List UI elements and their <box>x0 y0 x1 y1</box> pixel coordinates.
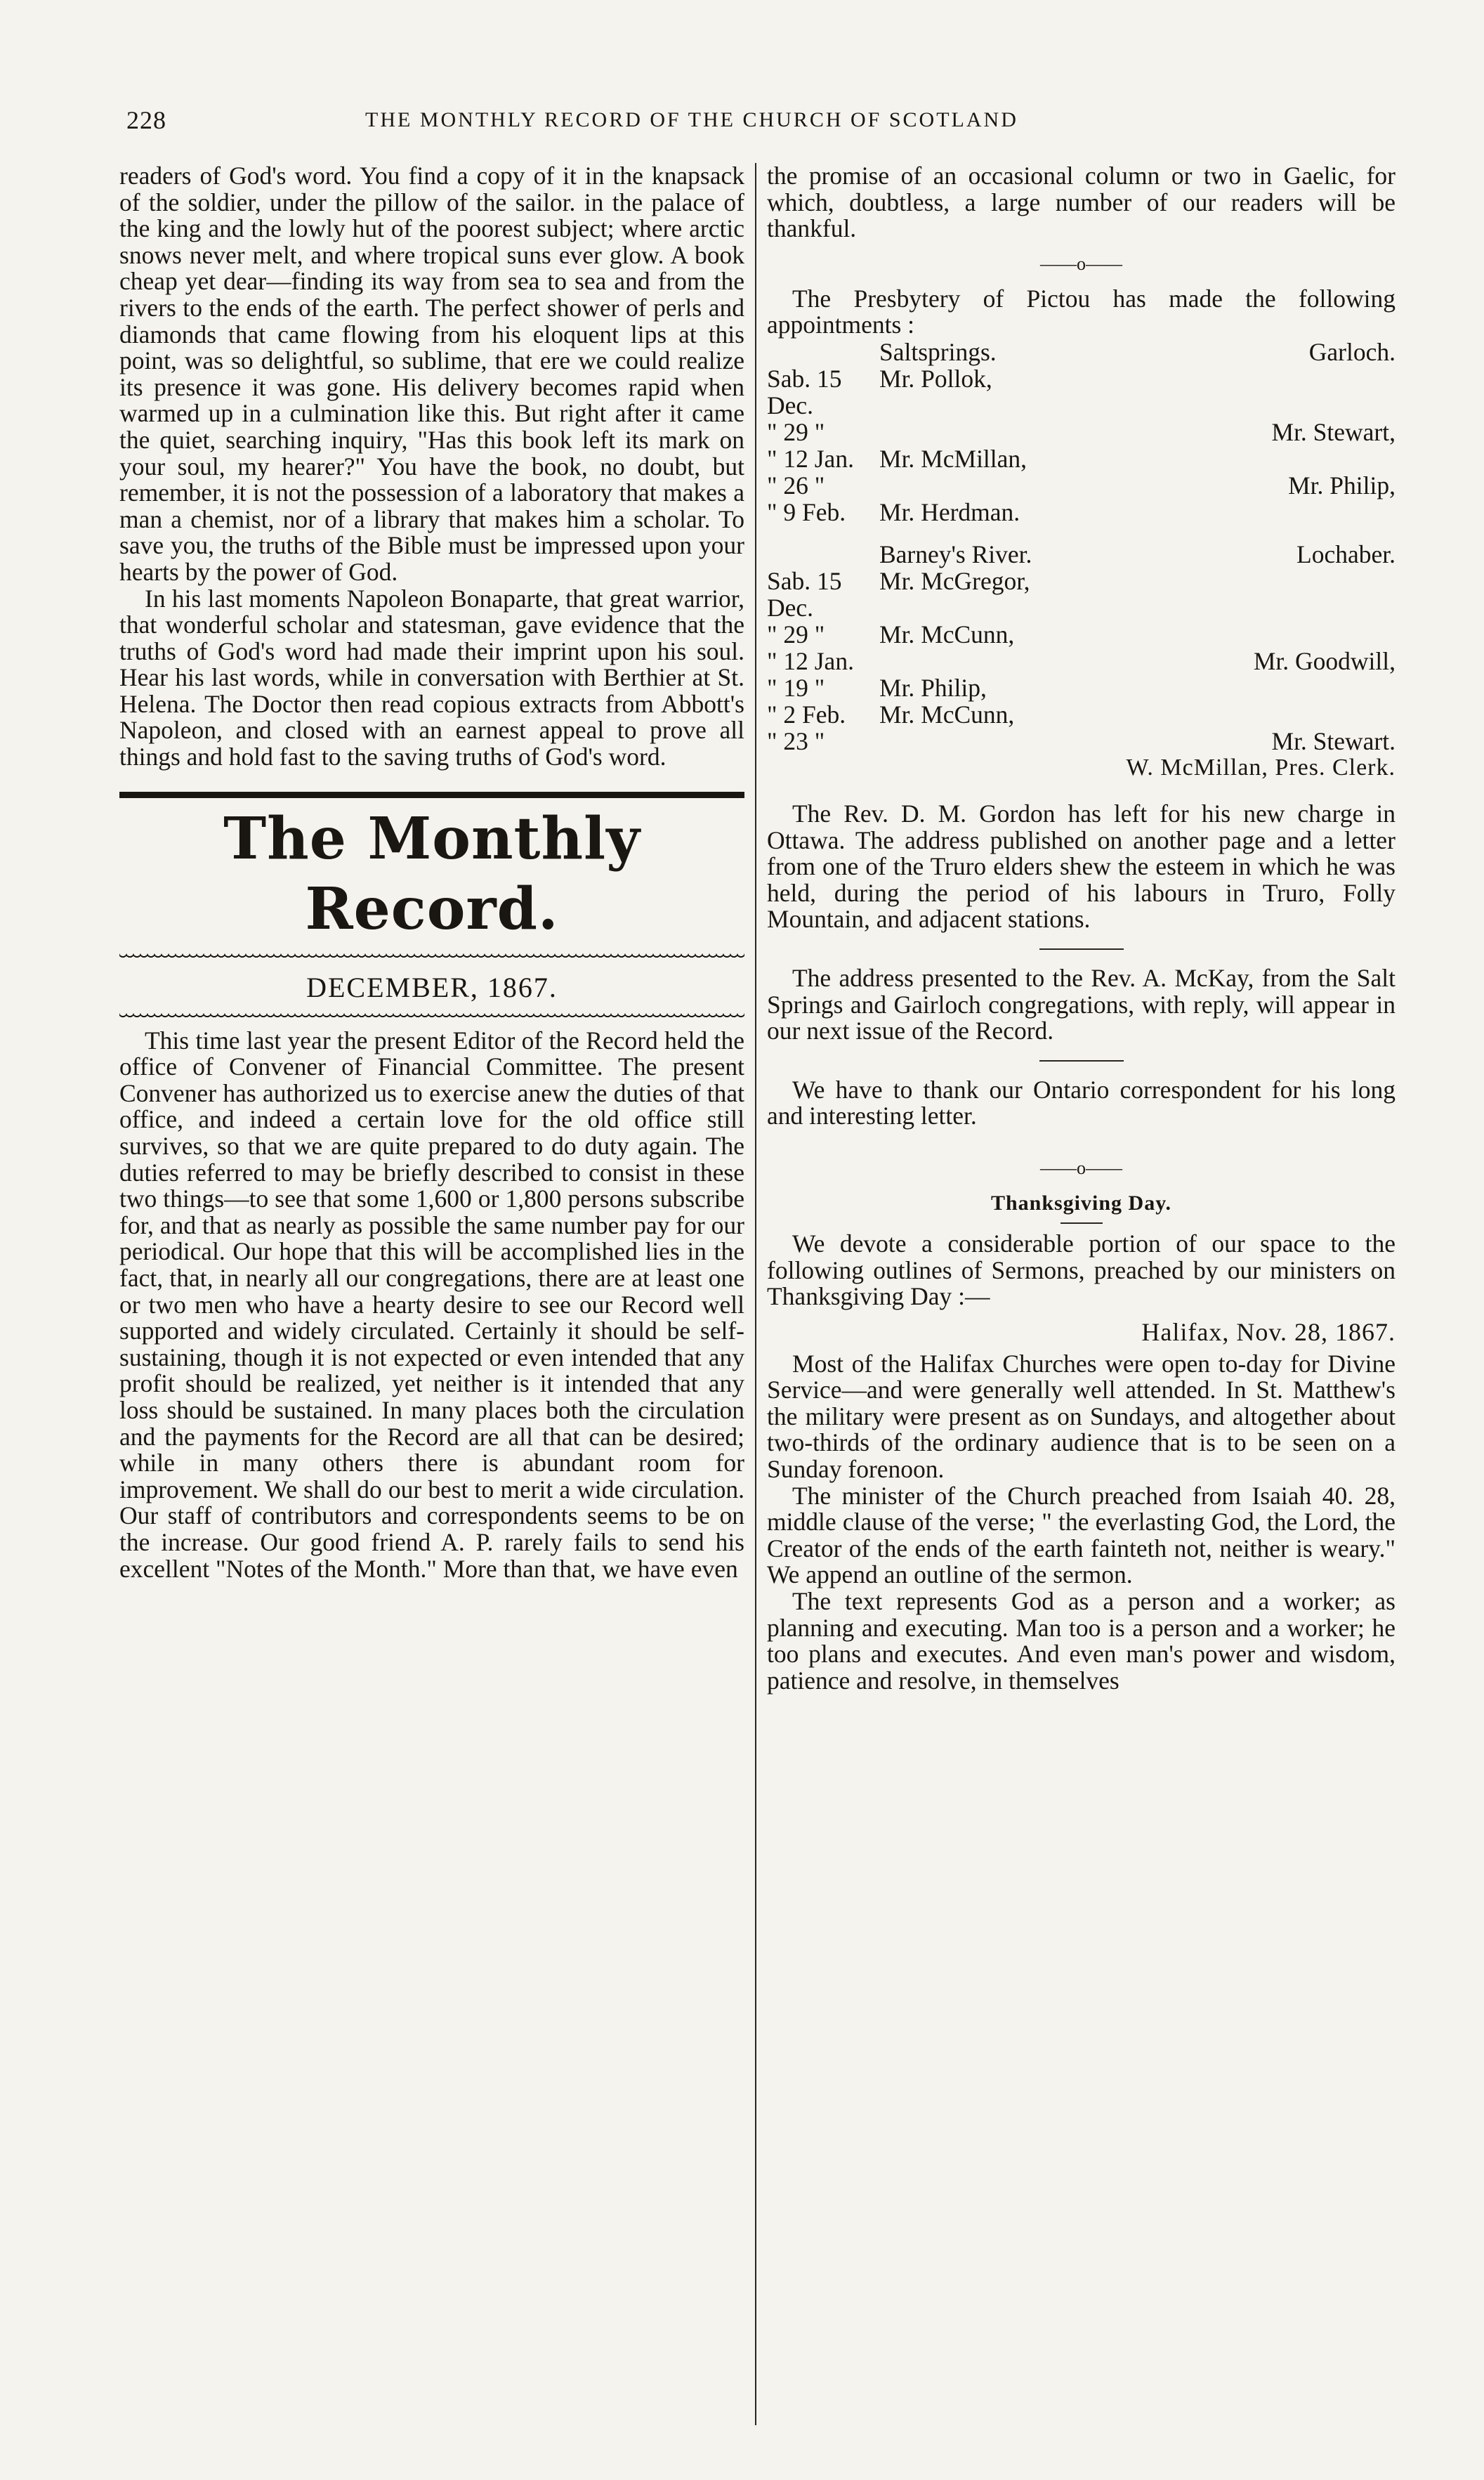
name-cell: Mr. McMillan, <box>879 444 1027 473</box>
name-cell <box>1111 674 1396 701</box>
date-cell: " 12 Jan. <box>767 646 854 675</box>
date-cell: " 23 " <box>767 726 825 755</box>
table-row <box>767 701 1396 728</box>
table-row <box>767 365 1396 419</box>
running-title: THE MONTHLY RECORD OF THE CHURCH OF SCOTLAND <box>365 108 1018 131</box>
minister-paragraph: The minister of the Church preached from Isaiah 40. 28, middle clause of the verse; " the everlasting God, the Lord, the Creator of the ends of the earth fainteth not, neither is weary." We append an outline of the sermon. <box>767 1481 1396 1589</box>
napoleon-paragraph: In his last moments Napoleon Bonaparte, that great warrior, that wonderful scholar and statesman, gave evidence that the truths of God's word had made their imprint upon his soul. Hear his last words, while in conversation with Berthier at St. Helena. The Doctor then read copious extracts from Abbott's Napoleon, and closed with an earnest appeal to prove all things and hold fast to the saving truths of God's word. <box>119 584 744 771</box>
name-cell: Mr. Herdman. <box>879 497 1020 526</box>
gordon-paragraph: The Rev. D. M. Gordon has left for his new charge in Ottawa. The address published on another page and a letter from one of the Truro elders shew the esteem in which he was held, during the period of his labours in Truro, Folly Mountain, and adjacent stations. <box>767 799 1396 934</box>
name-cell: Mr. Pollok, <box>879 364 992 393</box>
table-row <box>767 472 1396 499</box>
sermon-paragraph: readers of God's word. You find a copy of it in the knapsack of the soldier, under the pillow of the sailor. in the palace of the king and the lowly hut of the poorest subject; where arctic snows never melt, and where tropical suns ever glow. A book cheap yet dear—finding its way from sea to sea and from the rivers to the ends of the earth. The perfect shower of perls and diamonds that came flowing from his eloquent lips at this point, was so delightful, so sublime, that ere we could realize its presence it was gone. His delivery becomes rapid when warmed up in a culmination like this. But right after it came the quiet, searching inquiry, "Has this book left its mark on your soul, my hearer?" You have the book, no doubt, but remember, it is not the possession of a laboratory that makes a man a chemist, nor of a library that makes him a scholar. To save you, the truths of the Bible must be impressed upon your hearts by the power of God. <box>119 162 744 586</box>
date-cell: " 12 Jan. <box>767 444 854 473</box>
col-header: Lochaber. <box>1296 540 1396 568</box>
date-cell: " 26 " <box>767 471 825 500</box>
name-cell <box>1111 621 1396 648</box>
wavy-rule-2 <box>119 1012 744 1019</box>
column-divider <box>755 163 756 2425</box>
name-cell <box>879 419 1111 445</box>
table-row <box>767 445 1396 472</box>
text-paragraph: The text represents God as a person and a worker; as planning and executing. Man too is a person and a worker; he too plans and executes. And even man's power and wisdom, patience and resolve, in themselves <box>767 1587 1396 1695</box>
devote-paragraph: We devote a considerable portion of our space to the following outlines of Sermons, preached by our ministers on Thanksgiving Day :— <box>767 1229 1396 1311</box>
table-row <box>767 648 1396 674</box>
schedule-table-2 <box>767 541 1396 755</box>
masthead-title: The Monthly Record. <box>223 804 641 943</box>
col-header: Barney's River. <box>879 540 1032 568</box>
date-cell: " 9 Feb. <box>767 497 846 526</box>
table-row <box>767 621 1396 648</box>
name-cell <box>1111 445 1396 472</box>
short-rule <box>1039 948 1124 950</box>
editorial-paragraph: This time last year the present Editor of the Record held the office of Convener of Financial Committee. The present Convener has authorized us to exercise anew the duties of that office, and indeed a certain love for the old office still survives, so that we are quite prepared to do duty again. The duties referred to may be briefly described to consist in these two things—to see that some 1,600 or 1,800 persons subscribe for, and that as nearly as possible the same number pay for our periodical. Our hope that this will be accomplished lies in the fact, that, in nearly all our congregations, there are at least one or two men who have a hearty desire to see our Record well supported and widely circulated. Certainly it should be self-sustaining, though it is not expected or even intended that any profit should be realized, yet neither is it intended that any loss should be sustained. In many places both the circulation and the payments for the Record are all that can be desired; while in many others there is abundant room for improvement. We shall do our best to merit a wide circulation. Our staff of contributors and correspondents seems to be on the increase. Our good friend A. P. rarely fails to send his excellent "Notes of the Month." More than that, we have even <box>119 1026 744 1583</box>
date-cell: Sab. 15 Dec. <box>767 364 842 419</box>
halifax-paragraph: Most of the Halifax Churches were open to-day for Divine Service—and were generally well attended. In St. Matthew's the military were present as on Sundays, and altogether about two-thirds of the ordinary audience that is to be seen on a Sunday forenoon. <box>767 1349 1396 1484</box>
name-cell: Mr. McCunn, <box>879 620 1015 648</box>
presbytery-intro: The Presbytery of Pictou has made the following appointments : <box>767 284 1396 339</box>
table-row <box>767 568 1396 621</box>
name-cell <box>1111 568 1396 621</box>
short-rule <box>1039 1060 1124 1062</box>
name-cell <box>879 472 1111 499</box>
name-cell <box>1111 365 1396 419</box>
table-row <box>767 728 1396 755</box>
col-header: Saltsprings. <box>879 337 997 366</box>
name-cell <box>1111 499 1396 526</box>
name-cell: Mr. Stewart. <box>1271 726 1396 755</box>
ontario-paragraph: We have to thank our Ontario correspondent for his long and interesting letter. <box>767 1075 1396 1130</box>
date-cell: " 2 Feb. <box>767 700 846 729</box>
page-number: 228 <box>126 106 166 134</box>
date-cell: " 19 " <box>767 673 825 702</box>
wavy-rule <box>119 953 744 960</box>
name-cell <box>879 648 1111 674</box>
table-row <box>767 541 1396 568</box>
name-cell: Mr. Goodwill, <box>1253 646 1396 675</box>
date-cell: " 29 " <box>767 620 825 648</box>
name-cell: Mr. McCunn, <box>879 700 1015 729</box>
place-date: Halifax, Nov. 28, 1867. <box>1141 1317 1396 1346</box>
divider-o: ——o—— <box>1040 1157 1122 1178</box>
issue-dateline: DECEMBER, 1867. <box>306 971 558 1003</box>
table-row <box>767 499 1396 526</box>
date-cell: " 29 " <box>767 417 825 446</box>
schedule-table-1 <box>767 339 1396 526</box>
gaelic-paragraph: the promise of an occasional column or two in Gaelic, for which, doubtless, a large number of our readers will be thankful. <box>767 162 1396 243</box>
name-cell: Mr. Stewart, <box>1271 417 1396 446</box>
name-cell <box>1111 701 1396 728</box>
masthead-rule-top <box>119 792 744 798</box>
name-cell: Mr. Philip, <box>879 673 987 702</box>
clerk-signature: W. McMillan, Pres. Clerk. <box>1126 754 1396 781</box>
left-column <box>119 163 744 1582</box>
col-header: Garloch. <box>1308 337 1396 366</box>
table-row <box>767 419 1396 445</box>
table-row <box>767 339 1396 365</box>
table-row <box>767 674 1396 701</box>
mckay-paragraph: The address presented to the Rev. A. McKay, from the Salt Springs and Gairloch congregations, with reply, will appear in our next issue of the Record. <box>767 963 1396 1045</box>
short-rule <box>1061 1222 1103 1224</box>
name-cell: Mr. McGregor, <box>879 566 1030 595</box>
thanksgiving-heading: Thanksgiving Day. <box>990 1191 1172 1215</box>
name-cell: Mr. Philip, <box>1288 471 1396 500</box>
divider-o: ——o—— <box>1040 253 1122 274</box>
right-column <box>767 163 1396 1694</box>
running-head <box>126 105 1377 148</box>
name-cell <box>879 728 1111 755</box>
date-cell: Sab. 15 Dec. <box>767 566 842 622</box>
